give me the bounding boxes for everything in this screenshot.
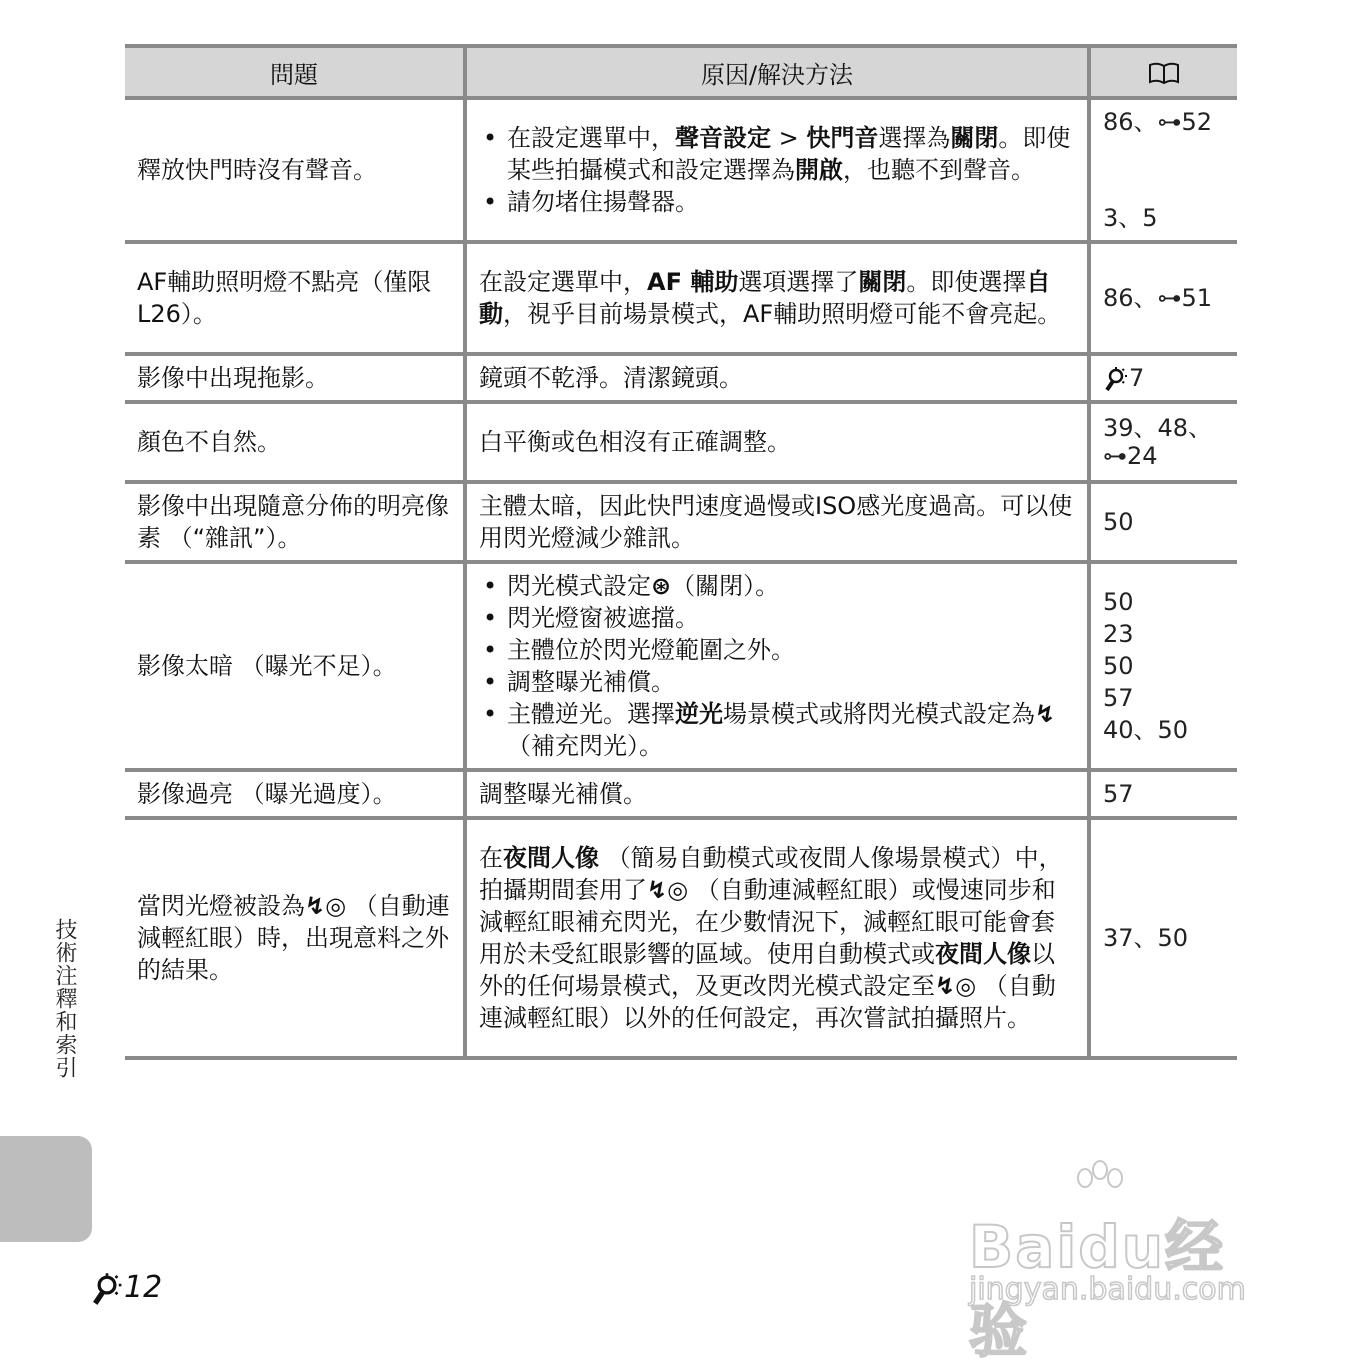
table-row — [125, 562, 1237, 770]
table-header-row — [125, 46, 1237, 98]
page-ref: 39、48、 — [1103, 414, 1213, 442]
problem-cell: 釋放快門時沒有聲音。 — [125, 98, 465, 242]
baidu-watermark — [965, 1160, 1285, 1365]
reference-cell — [1089, 354, 1237, 402]
page-ref: 23 — [1103, 620, 1134, 648]
table-row — [125, 354, 1237, 402]
flash-off-icon: ⊛ — [651, 572, 672, 600]
problem-cell: 顏色不自然。 — [125, 402, 465, 482]
page-ref: 50 — [1103, 652, 1134, 680]
cause-cell: 主體太暗，因此快門速度過慢或ISO感光度過高。可以使用閃光燈減少雜訊。 — [465, 482, 1089, 562]
problem-cell: 影像中出現隨意分佈的明亮像素 （“雜訊”）。 — [125, 482, 465, 562]
page-ref: 37、50 — [1103, 924, 1189, 952]
cause-cell: 鏡頭不乾淨。清潔鏡頭。 — [465, 354, 1089, 402]
table-row — [125, 242, 1237, 354]
cause-cell — [465, 98, 1089, 242]
header-cause: 原因/解決方法 — [465, 46, 1089, 98]
reference-cell — [1089, 482, 1237, 562]
page-ref: 57 — [1103, 684, 1134, 712]
cause-item: • 主體逆光。選擇逆光場景模式或將閃光模式設定為↯（補充閃光）。 — [479, 698, 1077, 762]
section-tab — [0, 1136, 92, 1242]
reference-cell — [1089, 770, 1237, 818]
cause-item: • 閃光燈窗被遮擋。 — [479, 602, 1077, 634]
page-ref: 86、⊶52 — [1103, 108, 1213, 136]
page-ref: 86、⊶51 — [1103, 284, 1213, 312]
section-label: 技術注釋和索引 — [52, 918, 77, 1079]
page-ref: ⊶24 — [1103, 442, 1158, 470]
technical-notes-icon — [90, 1272, 124, 1306]
problem-cell: 影像過亮 （曝光過度）。 — [125, 770, 465, 818]
table-row — [125, 402, 1237, 482]
cause-cell: 調整曝光補償。 — [465, 770, 1089, 818]
cause-cell — [465, 562, 1089, 770]
page-number: 12 — [90, 1270, 162, 1306]
table-row — [125, 482, 1237, 562]
cause-item: • 閃光模式設定⊛（關閉）。 — [479, 570, 1077, 602]
page-ref: 7 — [1129, 364, 1145, 392]
red-eye-flash-icon: ↯◎ — [305, 892, 347, 920]
book-icon — [1147, 61, 1181, 85]
cause-item: • 請勿堵住揚聲器。 — [479, 186, 1077, 218]
watermark-brand: Baidu经验 — [969, 1213, 1226, 1365]
cause-item: • 主體位於閃光燈範圍之外。 — [479, 634, 1077, 666]
page-ref: 3、5 — [1103, 204, 1158, 232]
cause-cell: 在設定選單中，AF 輔助選項選擇了關閉。即使選擇自動，視乎目前場景模式，AF輔助照明燈可能不會亮起。 — [465, 242, 1089, 354]
cause-item: • 調整曝光補償。 — [479, 666, 1077, 698]
reference-cell — [1089, 818, 1237, 1058]
problem-cell: 影像太暗 （曝光不足）。 — [125, 562, 465, 770]
reference-cell — [1089, 98, 1237, 242]
table-row — [125, 98, 1237, 242]
problem-cell: 影像中出現拖影。 — [125, 354, 465, 402]
troubleshooting-table — [125, 44, 1237, 1060]
watermark-url: jingyan.baidu.com — [969, 1272, 1246, 1307]
cause-cell: 白平衡或色相沒有正確調整。 — [465, 402, 1089, 482]
red-eye-flash-icon: ↯◎ — [935, 972, 977, 1000]
table-row — [125, 770, 1237, 818]
header-problem: 問題 — [125, 46, 465, 98]
cause-item: • 在設定選單中，聲音設定 > 快門音選擇為關閉。即使某些拍攝模式和設定選擇為開啟，也聽不到聲音。 — [479, 122, 1077, 186]
red-eye-flash-icon: ↯◎ — [647, 876, 689, 904]
reference-cell — [1089, 562, 1237, 770]
page-ref: 40、50 — [1103, 716, 1189, 744]
problem-cell: AF輔助照明燈不點亮（僅限L26）。 — [125, 242, 465, 354]
page-ref: 57 — [1103, 780, 1134, 808]
page-ref: 50 — [1103, 588, 1134, 616]
reference-cell — [1089, 402, 1237, 482]
fill-flash-icon: ↯ — [1035, 700, 1056, 728]
reference-cell — [1089, 242, 1237, 354]
table-row — [125, 818, 1237, 1058]
page-ref: 50 — [1103, 508, 1134, 536]
problem-cell: 當閃光燈被設為↯◎ （自動連減輕紅眼）時，出現意料之外的結果。 — [125, 818, 465, 1058]
technical-notes-icon — [1103, 366, 1129, 392]
cause-cell: 在夜間人像 （簡易自動模式或夜間人像場景模式）中，拍攝期間套用了↯◎ （自動連減輕紅眼）或慢速同步和減輕紅眼補充閃光，在少數情況下，減輕紅眼可能會套用於未受紅眼影響的區域。使用自動模式或夜間人像以外的任何場景模式，及更改閃光模式設定至↯◎ （自動連減輕紅眼）以外的任何設定，再次嘗試拍攝照片。 — [465, 818, 1089, 1058]
header-reference — [1089, 46, 1237, 98]
